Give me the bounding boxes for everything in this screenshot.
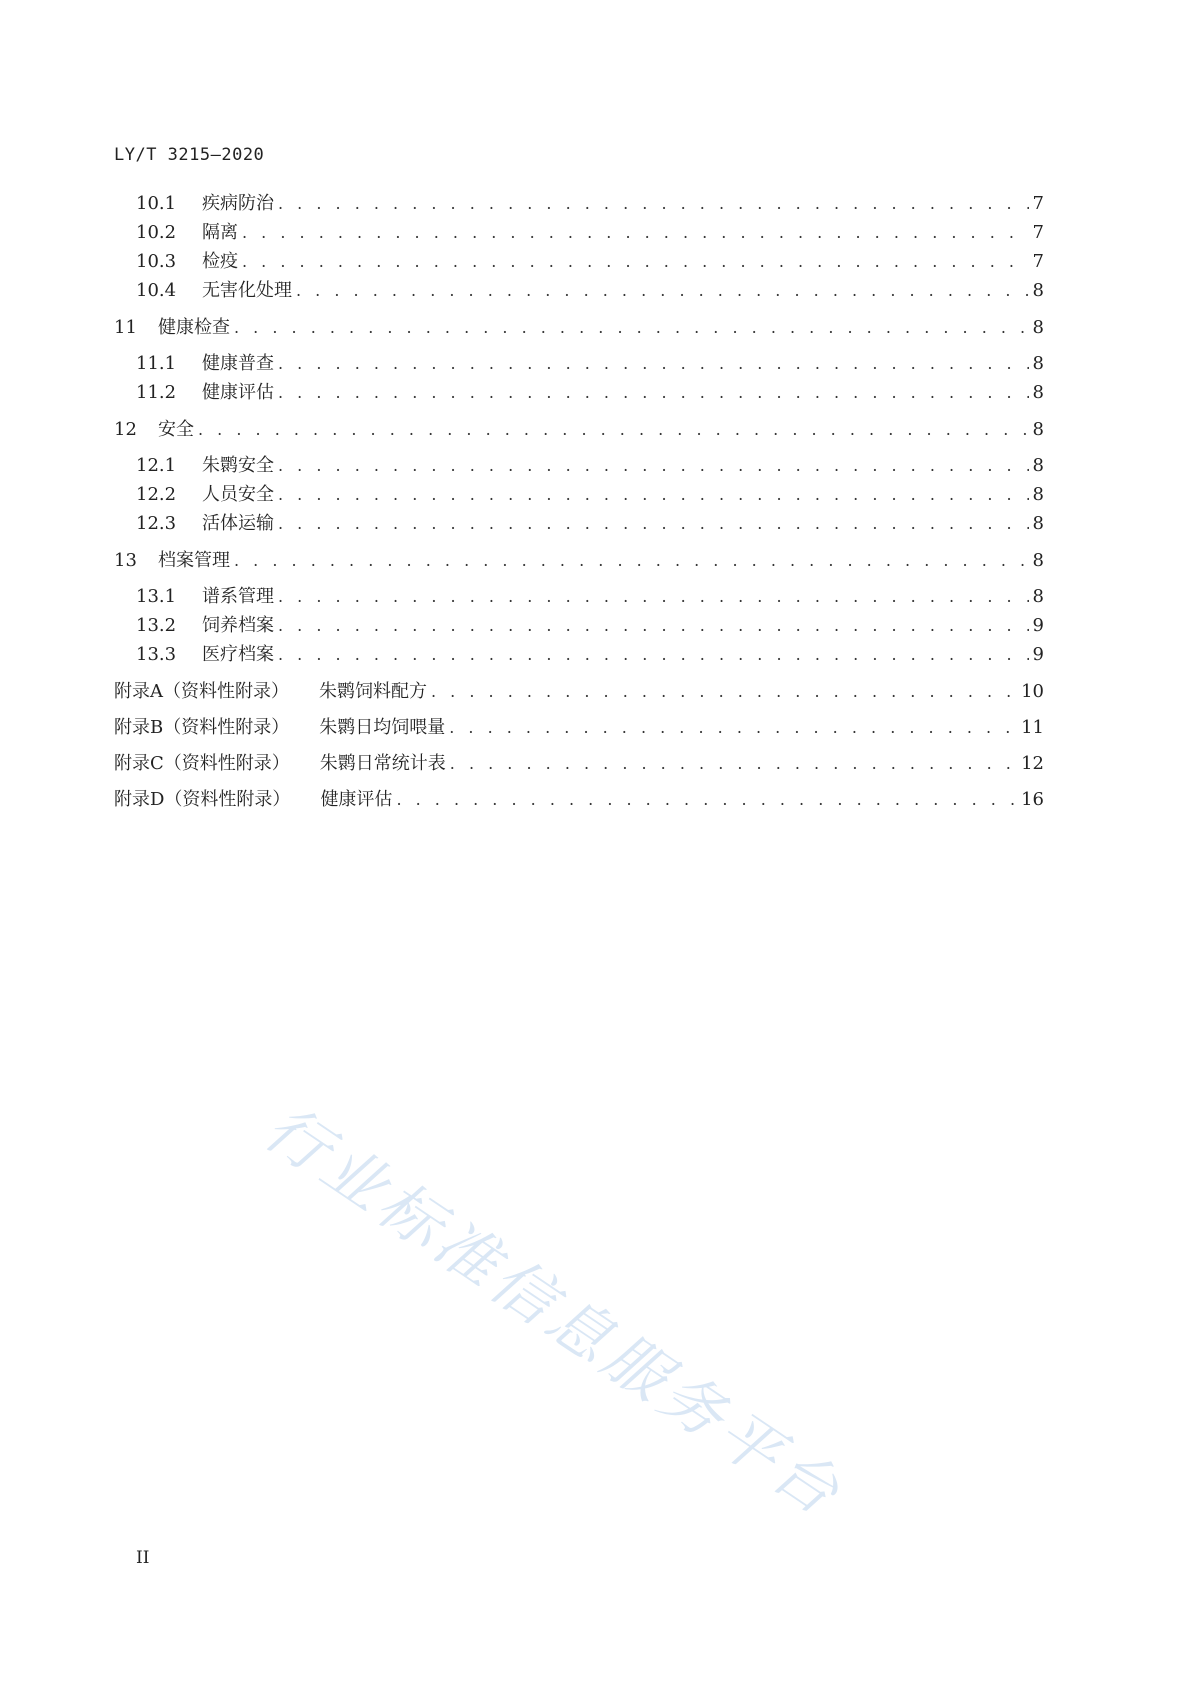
toc-appendix-entry[interactable] xyxy=(114,678,1044,706)
toc-leader-dots xyxy=(296,277,1029,305)
toc-entry-number: 10.2 xyxy=(136,222,177,243)
toc-entry-page: 16 xyxy=(1021,789,1044,810)
toc-appendix-entry[interactable] xyxy=(114,786,1044,814)
toc-entry-number: 附录B（资料性附录） xyxy=(114,717,290,738)
toc-entry-number: 11.1 xyxy=(136,353,177,374)
toc-entry-title: 健康普查 xyxy=(202,353,274,374)
toc-leader-dots xyxy=(242,219,1029,247)
toc-entry-title: 安全 xyxy=(158,419,194,440)
toc-entry-title: 无害化处理 xyxy=(202,280,292,301)
toc-entry-page: 7 xyxy=(1032,193,1044,214)
toc-entry-number: 13 xyxy=(114,550,137,571)
toc-entry-number: 12.2 xyxy=(136,484,177,505)
toc-entry-title: 朱鹮安全 xyxy=(202,455,274,476)
toc-leader-dots xyxy=(278,379,1029,407)
toc-entry[interactable] xyxy=(114,219,1044,247)
toc-entry-title: 疾病防治 xyxy=(202,193,274,214)
toc-entry-title: 健康评估 xyxy=(320,789,393,810)
toc-leader-dots xyxy=(431,678,1017,706)
toc-leader-dots xyxy=(278,641,1029,669)
toc-entry[interactable] xyxy=(114,190,1044,218)
toc-leader-dots xyxy=(198,416,1029,444)
toc-entry-title: 检疫 xyxy=(202,251,238,272)
toc-entry[interactable] xyxy=(114,416,1044,444)
page-number: II xyxy=(136,1548,150,1568)
toc-leader-dots xyxy=(449,714,1017,742)
toc-entry-page: 12 xyxy=(1021,753,1044,774)
toc-entry[interactable] xyxy=(114,583,1044,611)
toc-leader-dots xyxy=(450,750,1017,778)
toc-entry-page: 7 xyxy=(1032,222,1044,243)
toc-appendix-entry[interactable] xyxy=(114,714,1044,742)
toc-leader-dots xyxy=(278,350,1029,378)
toc-entry-number: 附录C（资料性附录） xyxy=(114,753,290,774)
toc-entry-title: 健康检查 xyxy=(158,317,230,338)
toc-leader-dots xyxy=(278,583,1029,611)
toc-entry-page: 11 xyxy=(1021,717,1044,738)
toc-entry-title: 谱系管理 xyxy=(202,586,274,607)
toc-entry-number: 11 xyxy=(114,317,137,338)
toc-entry[interactable] xyxy=(114,612,1044,640)
toc-entry-page: 8 xyxy=(1032,317,1044,338)
toc-entry-title: 活体运输 xyxy=(202,513,274,534)
toc-entry[interactable] xyxy=(114,314,1044,342)
toc-entry-number: 12.3 xyxy=(136,513,177,534)
toc-entry-title: 朱鹮日均饲喂量 xyxy=(319,717,446,738)
toc-entry-number: 10.3 xyxy=(136,251,177,272)
toc-leader-dots xyxy=(234,314,1029,342)
toc-leader-dots xyxy=(396,786,1017,814)
toc-entry-title: 档案管理 xyxy=(158,550,230,571)
toc-entry-title: 朱鹮日常统计表 xyxy=(319,753,446,774)
toc-entry-page: 8 xyxy=(1032,550,1044,571)
toc-entry-page: 7 xyxy=(1032,251,1044,272)
toc-entry-number: 附录A（资料性附录） xyxy=(114,681,289,702)
toc-entry-title: 饲养档案 xyxy=(202,615,274,636)
toc-entry[interactable] xyxy=(114,248,1044,276)
toc-leader-dots xyxy=(278,452,1029,480)
toc-entry-page: 9 xyxy=(1032,615,1044,636)
toc-entry-number: 11.2 xyxy=(136,382,177,403)
toc-leader-dots xyxy=(242,248,1029,276)
toc-entry-page: 10 xyxy=(1021,681,1044,702)
toc-leader-dots xyxy=(278,190,1029,218)
toc-leader-dots xyxy=(278,612,1029,640)
toc-entry-number: 13.1 xyxy=(136,586,177,607)
toc-entry-number: 12 xyxy=(114,419,137,440)
toc-entry-page: 8 xyxy=(1032,586,1044,607)
toc-entry[interactable] xyxy=(114,350,1044,378)
toc-entry-page: 8 xyxy=(1032,513,1044,534)
toc-entry-number: 13.2 xyxy=(136,615,177,636)
toc-entry-page: 8 xyxy=(1032,280,1044,301)
toc-entry[interactable] xyxy=(114,547,1044,575)
toc-leader-dots xyxy=(278,481,1029,509)
toc-entry[interactable] xyxy=(114,452,1044,480)
toc-leader-dots xyxy=(278,510,1029,538)
toc-entry-number: 附录D（资料性附录） xyxy=(114,789,291,810)
toc-entry[interactable] xyxy=(114,641,1044,669)
toc-appendix-entry[interactable] xyxy=(114,750,1044,778)
toc-entry[interactable] xyxy=(114,379,1044,407)
toc-entry-page: 8 xyxy=(1032,382,1044,403)
toc-entry-title: 朱鹮饲料配方 xyxy=(319,681,427,702)
toc-entry-number: 10.1 xyxy=(136,193,177,214)
toc-leader-dots xyxy=(234,547,1029,575)
toc-entry-page: 9 xyxy=(1032,644,1044,665)
toc-entry-page: 8 xyxy=(1032,419,1044,440)
toc-entry[interactable] xyxy=(114,481,1044,509)
document-code: LY/T 3215—2020 xyxy=(114,145,265,165)
toc-entry-title: 隔离 xyxy=(202,222,238,243)
toc-entry[interactable] xyxy=(114,510,1044,538)
watermark-text: 行业标准信息服务平台 xyxy=(251,1090,857,1532)
toc-entry[interactable] xyxy=(114,277,1044,305)
toc-entry-page: 8 xyxy=(1032,484,1044,505)
toc-entry-number: 10.4 xyxy=(136,280,177,301)
toc-entry-title: 人员安全 xyxy=(202,484,274,505)
toc-entry-page: 8 xyxy=(1032,455,1044,476)
toc-entry-page: 8 xyxy=(1032,353,1044,374)
toc-entry-title: 健康评估 xyxy=(202,382,274,403)
toc-entry-title: 医疗档案 xyxy=(202,644,274,665)
toc-entry-number: 13.3 xyxy=(136,644,177,665)
toc-entry-number: 12.1 xyxy=(136,455,177,476)
